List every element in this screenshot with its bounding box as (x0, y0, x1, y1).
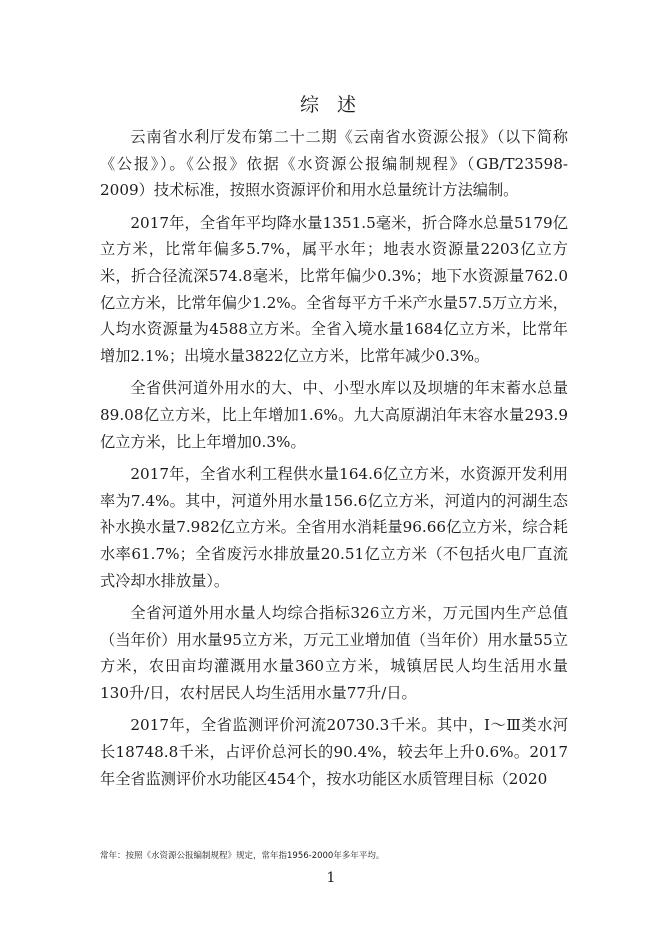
paragraph-intro: 云南省水利厅发布第二十二期《云南省水资源公报》（以下简称《公报》）。《公报》依据《水资源公报编制规程》（GB/T23598-2009）技术标准，按照水资源评价和用水总量统计方法编制。 (100, 128, 568, 200)
page-number: 1 (326, 870, 336, 886)
paragraph-water-quality: 2017年，全省监测评价河流20730.3千米。其中，Ⅰ～Ⅲ类水河长18748.8千米，占评价总河长的90.4%，较去年上升0.6%。2017年全省监测评价水功能区454个，按水功能区水质管理目标（2020 (100, 716, 568, 788)
paragraph-water-supply: 2017年，全省水利工程供水量164.6亿立方米，水资源开发利用率为7.4%。其中，河道外用水量156.6亿立方米，河道内的河湖生态补水换水量7.982亿立方米。全省用水消耗量96.66亿立方米，综合耗水率61.7%；全省废污水排放量20.51亿立方米（不包括火电厂直流式冷却水排放量）。 (100, 465, 568, 590)
footnote: 常年：按照《水资源公报编制规程》规定，常年指1956-2000年多年平均。 (100, 851, 385, 861)
paragraph-reservoir-storage: 全省供河道外用水的大、中、小型水库以及坝塘的年末蓄水总量89.08亿立方米，比上年增加1.6%。九大高原湖泊年末容水量293.9亿立方米，比上年增加0.3%。 (100, 379, 568, 451)
page-title: 综 述 (299, 94, 363, 116)
paragraph-water-use-indicators: 全省河道外用水量人均综合指标326立方米，万元国内生产总值（当年价）用水量95立方米，万元工业增加值（当年价）用水量55立方米，农田亩均灌溉用水量360立方米，城镇居民人均生活用水量130升/日，农村居民人均生活用水量77升/日。 (100, 604, 568, 702)
paragraph-precipitation: 2017年，全省年平均降水量1351.5毫米，折合降水总量5179亿立方米，比常年偏多5.7%，属平水年；地表水资源量2203亿立方米，折合径流深574.8毫米，比常年偏少0.3%；地下水资源量762.0亿立方米，比常年偏少1.2%。全省每平方千米产水量57.5万立方米，人均水资源量为4588立方米。全省入境水量1684亿立方米，比常年增加2.1%；出境水量3822亿立方米，比常年减少0.3%。 (100, 213, 568, 365)
body-text (100, 124, 568, 798)
